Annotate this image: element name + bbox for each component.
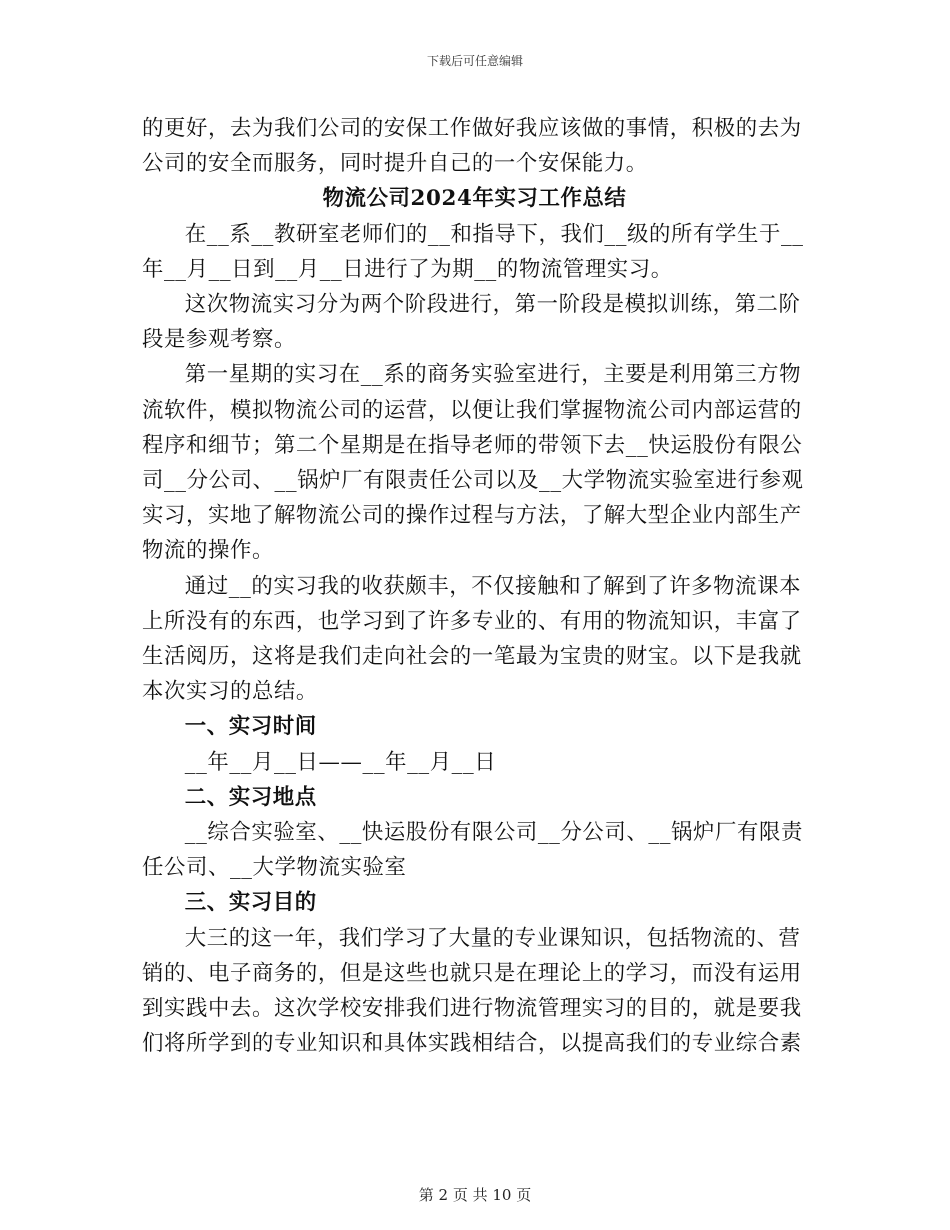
page-header: 下载后可任意编辑 — [426, 54, 523, 68]
section-body-purpose: 大三的这一年，我们学习了大量的专业课知识，包括物流的、营销的、电子商务的，但是这些也就只是在理论上的学习，而没有运用到实践中去。这次学校安排我们进行物流管理实习的目的，就是要我们将所学到的专业知识和具体实践相结合，以提高我们的专业综合素 — [142, 925, 802, 1057]
document-title: 物流公司2024年实习工作总结 — [322, 186, 627, 212]
continuation-paragraph: 的更好，去为我们公司的安保工作做好我应该做的事情，积极的去为公司的安全而服务，同时提升自己的一个安保能力。 — [142, 116, 802, 177]
body-paragraph: 通过__的实习我的收获颇丰，不仅接触和了解到了许多物流课本上所没有的东西，也学习到了许多专业的、有用的物流知识，丰富了生活阅历，这将是我们走向社会的一笔最为宝贵的财宝。以下是我就本次实习的总结。 — [142, 573, 802, 705]
section-heading-location: 二、实习地点 — [184, 784, 317, 810]
section-body-time: __年__月__日——__年__月__日 — [184, 749, 497, 775]
body-paragraph: 这次物流实习分为两个阶段进行，第一阶段是模拟训练，第二阶段是参观考察。 — [142, 292, 801, 353]
section-heading-purpose: 三、实习目的 — [184, 890, 317, 916]
section-heading-time: 一、实习时间 — [184, 714, 317, 740]
document-body — [142, 111, 807, 1061]
body-paragraph: 在__系__教研室老师们的__和指导下，我们__级的所有学生于__年__月__日到__月__日进行了为期__的物流管理实习。 — [142, 221, 804, 282]
page-number: 第 2 页 共 10 页 — [418, 1186, 532, 1204]
section-body-location: __综合实验室、__快运股份有限公司__分公司、__锅炉厂有限责任公司、__大学物流实验室 — [142, 820, 803, 881]
body-paragraph: 第一星期的实习在__系的商务实验室进行，主要是利用第三方物流软件，模拟物流公司的运营，以便让我们掌握物流公司内部运营的程序和细节；第二个星期是在指导老师的带领下去__快运股份有限公司__分公司、__锅炉厂有限责任公司以及__大学物流实验室进行参观实习，实地了解物流公司的操作过程与方法，了解大型企业内部生产物流的操作。 — [142, 362, 804, 564]
